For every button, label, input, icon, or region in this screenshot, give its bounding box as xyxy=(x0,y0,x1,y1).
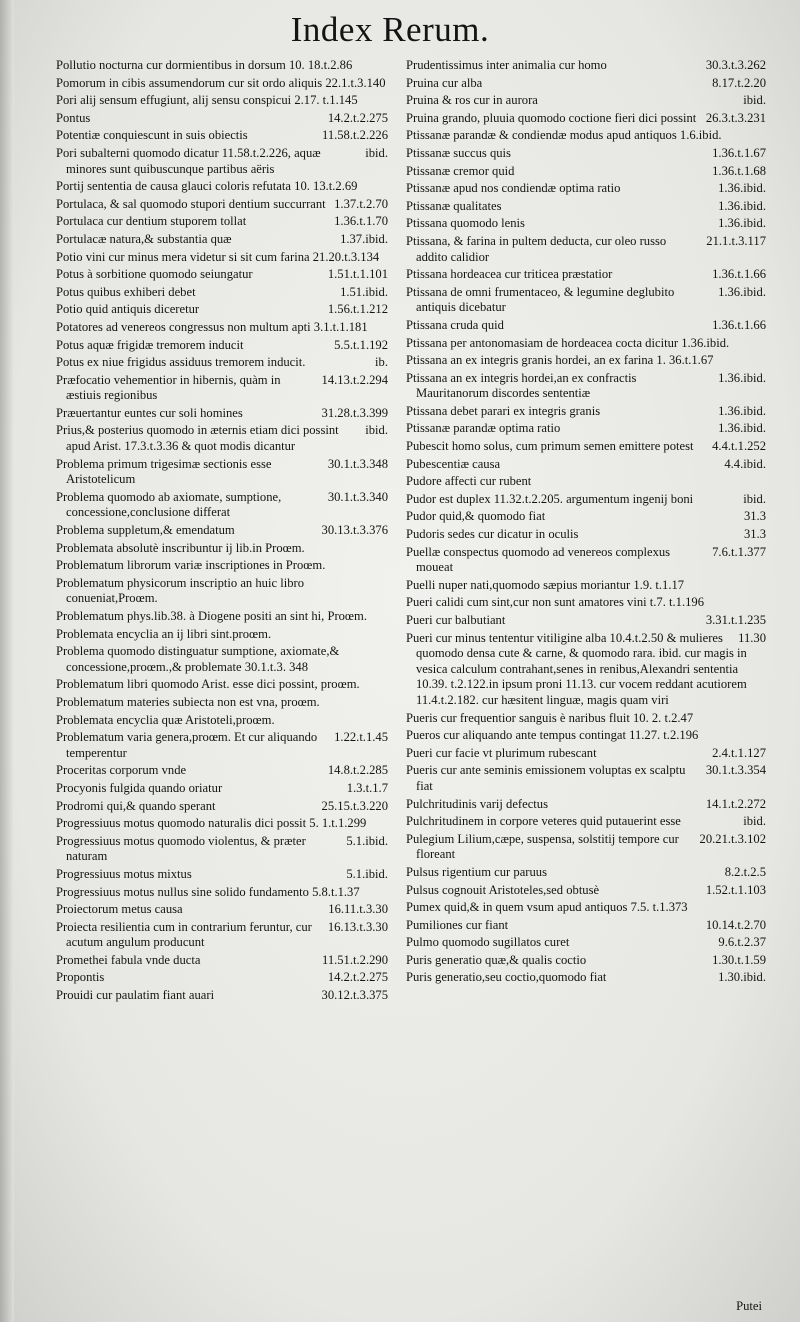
entry-text: Prouidi cur paulatim fiant auari xyxy=(56,988,215,1003)
entry-text: Problema primum trigesimæ sectionis esse Aristotelicum xyxy=(56,456,272,487)
entry-reference: 4.4.t.1.252 xyxy=(712,439,766,454)
index-entry xyxy=(56,558,388,574)
index-entry xyxy=(56,214,388,230)
index-entry xyxy=(406,763,766,794)
index-entry xyxy=(56,902,388,918)
index-entry xyxy=(56,111,388,127)
entry-text: Problemata encyclia quæ Aristoteli,proœm. xyxy=(56,712,275,727)
entry-reference: 2.4.t.1.127 xyxy=(712,745,766,760)
entry-reference: 8.17.t.2.20 xyxy=(712,75,766,90)
entry-text: Pruina grando, pluuia quomodo coctione fieri dici possint xyxy=(406,110,697,125)
index-entry xyxy=(406,746,766,762)
entry-text: Problema quomodo distinguatur sumptione, axiomate,& concessione,proœm.,& problemate 30.1.t.3. 348 xyxy=(56,644,340,674)
entry-text: Pueri calidi cum sint,cur non sunt amatores vini t.7. t.1.196 xyxy=(406,595,705,610)
index-entry xyxy=(406,474,766,490)
entry-reference: 11.30 xyxy=(738,630,766,645)
entry-reference: ibid. xyxy=(743,491,766,506)
index-entry xyxy=(406,58,766,74)
entry-text: Ptissanæ cremor quid xyxy=(406,163,515,178)
entry-text: Pumiliones cur fiant xyxy=(406,917,509,932)
entry-text: Ptissana an ex integris granis hordei, an ex farina 1. 36.t.1.67 xyxy=(406,353,714,368)
entry-reference: ibid. xyxy=(743,93,766,108)
page-title: Index Rerum. xyxy=(290,10,490,49)
entry-reference: 30.1.t.3.348 xyxy=(327,456,388,471)
index-entry xyxy=(56,93,388,109)
entry-text: Pudoris sedes cur dicatur in oculis xyxy=(406,527,579,542)
entry-reference: 1.36.t.1.66 xyxy=(712,317,766,332)
entry-text: Problema suppletum,& emendatum xyxy=(56,523,235,538)
entry-reference: 1.22.t.1.45 xyxy=(334,730,388,745)
index-entry xyxy=(56,179,388,195)
entry-reference: 30.12.t.3.375 xyxy=(321,988,388,1003)
entry-reference: 1.36.t.1.70 xyxy=(334,214,388,229)
entry-text: Ptissanæ apud nos condiendæ optima ratio xyxy=(406,181,621,196)
index-entry xyxy=(406,631,766,709)
index-entry xyxy=(56,970,388,986)
entry-reference: 31.3 xyxy=(743,527,766,542)
entry-text: Pulmo quomodo sugillatos curet xyxy=(406,935,570,950)
entry-text: Problematum varia genera,proœm. Et cur aliquando temperentur xyxy=(56,730,318,760)
entry-text: Prodromi qui,& quando sperant xyxy=(56,798,216,813)
index-entry xyxy=(406,797,766,813)
entry-reference: 1.36.ibid. xyxy=(718,403,766,418)
index-entry xyxy=(406,492,766,508)
entry-text: Ptissana debet parari ex integris granis xyxy=(406,403,601,418)
entry-reference: 30.1.t.3.354 xyxy=(705,763,766,778)
entry-text: Prudentissimus inter animalia cur homo xyxy=(406,58,607,72)
entry-reference: 14.2.t.2.275 xyxy=(327,970,388,985)
entry-text: Ptissana per antonomasiam de hordeacea cocta dicitur 1.36.ibid. xyxy=(406,335,730,350)
entry-reference: 7.6.t.1.377 xyxy=(712,544,766,559)
entry-text: Pori alij sensum effugiunt, alij sensu conspicui 2.17. t.1.145 xyxy=(56,93,358,108)
entry-text: Pueris cur ante seminis emissionem voluptas ex scalptu fiat xyxy=(406,763,686,793)
index-entry xyxy=(406,353,766,369)
entry-reference: 21.1.t.3.117 xyxy=(706,233,766,248)
entry-text: Pulchritudinem in corpore veteres quid putauerint esse xyxy=(406,814,681,829)
entry-text: Ptissana quomodo lenis xyxy=(406,216,525,231)
entry-reference: 1.30.ibid. xyxy=(718,970,766,985)
entry-text: Potus aquæ frigidæ tremorem inducit xyxy=(56,337,244,352)
entry-reference: 1.36.ibid. xyxy=(718,421,766,436)
entry-text: Puelli nuper nati,quomodo sæpius moriantur 1.9. t.1.17 xyxy=(406,577,685,592)
entry-reference: 14.13.t.2.294 xyxy=(321,372,388,387)
index-entry xyxy=(56,76,388,92)
entry-reference: 16.11.t.3.30 xyxy=(328,902,388,917)
entry-reference: 16.13.t.3.30 xyxy=(327,919,388,934)
entry-text: Problematum libri quomodo Arist. esse dici possint, proœm. xyxy=(56,677,360,692)
entry-reference: 20.21.t.3.102 xyxy=(699,831,766,846)
index-entry xyxy=(56,302,388,318)
entry-reference: 9.6.t.2.37 xyxy=(718,935,766,950)
index-entry xyxy=(56,576,388,607)
index-entry xyxy=(406,371,766,402)
index-entry xyxy=(56,338,388,354)
entry-text: Pruina & ros cur in aurora xyxy=(406,93,538,108)
entry-reference: ib. xyxy=(375,355,388,370)
index-entry xyxy=(406,900,766,916)
entry-text: Proiectorum metus causa xyxy=(56,902,183,917)
entry-text: Ptissana an ex integris hordei,an ex confractis Mauritanorum discordes sententiæ xyxy=(406,370,637,401)
index-entry xyxy=(406,234,766,265)
entry-reference: ibid. xyxy=(743,814,766,829)
index-entry xyxy=(56,146,388,177)
entry-reference: 1.51.ibid. xyxy=(340,284,388,299)
index-entry xyxy=(56,320,388,336)
entry-reference: 1.51.t.1.101 xyxy=(327,267,388,282)
index-entry xyxy=(56,834,388,865)
entry-reference: 5.1.ibid. xyxy=(346,866,388,881)
catchword: Putei xyxy=(736,1299,762,1313)
entry-text: Pueros cur aliquando ante tempus contingat 11.27. t.2.196 xyxy=(406,728,699,743)
index-entry xyxy=(406,318,766,334)
entry-reference: 1.36.t.1.66 xyxy=(712,267,766,282)
entry-reference: ibid. xyxy=(365,145,388,160)
index-entry xyxy=(56,695,388,711)
entry-reference: 1.37.ibid. xyxy=(340,231,388,246)
index-entry xyxy=(406,128,766,144)
index-entry xyxy=(406,111,766,127)
entry-reference: 10.14.t.2.70 xyxy=(705,917,766,932)
entry-text: Pori subalterni quomodo dicatur 11.58.t.2.226, aquæ minores sunt quibuscunque partibus aëris xyxy=(56,145,321,176)
entry-text: Problematum librorum variæ inscriptiones in Proœm. xyxy=(56,558,326,573)
entry-text: Pulchritudinis varij defectus xyxy=(406,796,548,811)
index-entry xyxy=(56,867,388,883)
index-entry xyxy=(56,763,388,779)
entry-text: Pomorum in cibis assumendorum cur sit ordo aliquis 22.1.t.3.140 xyxy=(56,75,386,90)
index-entry xyxy=(56,523,388,539)
page-edge-shadow xyxy=(0,0,14,1322)
index-entry xyxy=(406,285,766,316)
entry-reference: 11.51.t.2.290 xyxy=(321,952,388,967)
entry-reference: 1.52.t.1.103 xyxy=(705,882,766,897)
index-entry xyxy=(406,164,766,180)
entry-reference: 1.36.ibid. xyxy=(718,181,766,196)
entry-reference: 8.2.t.2.5 xyxy=(724,864,766,879)
entry-reference: 1.36.t.1.67 xyxy=(712,145,766,160)
entry-text: Potentiæ conquiescunt in suis obiectis xyxy=(56,128,248,143)
index-entry xyxy=(56,457,388,488)
entry-text: Pulsus rigentium cur paruus xyxy=(406,864,547,879)
entry-text: Proiecta resilientia cum in contrarium feruntur, cur acutum angulum producunt xyxy=(56,919,312,950)
entry-text: Pollutio nocturna cur dormientibus in dorsum 10. 18.t.2.86 xyxy=(56,58,353,72)
entry-text: Pubescentiæ causa xyxy=(406,456,501,471)
index-entry xyxy=(56,58,388,74)
entry-text: Potio quid antiquis diceretur xyxy=(56,302,200,317)
index-entry xyxy=(56,355,388,371)
entry-text: Pulsus cognouit Aristoteles,sed obtusè xyxy=(406,882,600,897)
entry-reference: 30.3.t.3.262 xyxy=(705,58,766,72)
entry-text: Pudor quid,& quomodo fiat xyxy=(406,509,546,524)
entry-text: Promethei fabula vnde ducta xyxy=(56,952,201,967)
entry-text: Puris generatio,seu coctio,quomodo fiat xyxy=(406,970,607,985)
entry-text: Procyonis fulgida quando oriatur xyxy=(56,780,223,795)
entry-text: Ptissanæ parandæ & condiendæ modus apud antiquos 1.6.ibid. xyxy=(406,128,722,143)
entry-text: Præuertantur euntes cur soli homines xyxy=(56,405,243,420)
entry-text: Portulacæ natura,& substantia quæ xyxy=(56,231,232,246)
entry-text: Pueris cur frequentior sanguis è naribus fluit 10. 2. t.2.47 xyxy=(406,710,694,725)
entry-reference: 26.3.t.3.231 xyxy=(705,110,766,125)
entry-reference: 1.36.ibid. xyxy=(718,284,766,299)
index-entry xyxy=(56,232,388,248)
entry-text: Problematum materies subiecta non est vna, proœm. xyxy=(56,694,320,709)
index-entry xyxy=(406,199,766,215)
index-entry xyxy=(406,814,766,830)
entry-text: Pubescit homo solus, cum primum semen emittere potest xyxy=(406,439,694,454)
entry-reference: 1.30.t.1.59 xyxy=(712,952,766,967)
index-entry xyxy=(406,404,766,420)
index-entry xyxy=(56,920,388,951)
entry-reference: 14.1.t.2.272 xyxy=(705,796,766,811)
index-entry xyxy=(406,970,766,986)
index-entry xyxy=(406,509,766,525)
index-entry xyxy=(406,728,766,744)
entry-text: Progressiuus motus mixtus xyxy=(56,866,192,881)
index-entry xyxy=(406,595,766,611)
index-entry xyxy=(56,988,388,1004)
index-entry xyxy=(406,865,766,881)
entry-text: Potus ex niue frigidus assiduus tremorem inducit. xyxy=(56,355,306,370)
entry-text: Progressiuus motus quomodo violentus, & præter naturam xyxy=(56,833,306,864)
entry-reference: 30.13.t.3.376 xyxy=(321,523,388,538)
index-entry xyxy=(406,953,766,969)
left-column xyxy=(56,58,388,1004)
entry-text: Potus à sorbitione quomodo seiungatur xyxy=(56,267,253,282)
index-entry xyxy=(56,781,388,797)
index-entry xyxy=(406,613,766,629)
index-entry xyxy=(406,439,766,455)
entry-reference: 25.15.t.3.220 xyxy=(321,798,388,813)
entry-text: Portulaca, & sal quomodo stupori dentium succurrant xyxy=(56,196,326,211)
entry-text: Ptissanæ parandæ optima ratio xyxy=(406,421,561,436)
entry-reference: 5.1.ibid. xyxy=(346,833,388,848)
index-entry xyxy=(56,423,388,454)
entry-text: Problematum phys.lib.38. à Diogene positi an sint hi, Proœm. xyxy=(56,609,367,623)
entry-text: Problemata absolutè inscribuntur ij lib.in Proœm. xyxy=(56,540,305,555)
entry-text: Problema quomodo ab axiomate, sumptione, concessione,conclusione differat xyxy=(56,489,282,520)
entry-text: Progressiuus motus quomodo naturalis dici possit 5. 1.t.1.299 xyxy=(56,816,367,831)
index-entry xyxy=(56,953,388,969)
entry-reference: 1.37.t.2.70 xyxy=(334,196,388,211)
entry-reference: 14.8.t.2.285 xyxy=(327,763,388,778)
entry-reference: 5.5.t.1.192 xyxy=(334,337,388,352)
index-entry xyxy=(406,545,766,576)
entry-reference: 1.36.ibid. xyxy=(718,198,766,213)
entry-text: Potio vini cur minus mera videtur si sit cum farina 21.20.t.3.134 xyxy=(56,249,380,264)
entry-reference: 1.36.ibid. xyxy=(718,216,766,231)
index-entry xyxy=(56,609,388,625)
entry-text: Portulaca cur dentium stuporem tollat xyxy=(56,214,247,229)
index-entry xyxy=(406,457,766,473)
entry-text: Pueri cur balbutiant xyxy=(406,613,506,627)
index-entry xyxy=(406,711,766,727)
index-entry xyxy=(406,146,766,162)
entry-reference: 1.36.t.1.68 xyxy=(712,163,766,178)
entry-text: Propontis xyxy=(56,970,105,985)
entry-text: Problemata encyclia an ij libri sint.proœm. xyxy=(56,626,272,641)
index-entry xyxy=(56,128,388,144)
index-entry xyxy=(406,918,766,934)
index-entry xyxy=(56,627,388,643)
entry-text: Ptissanæ qualitates xyxy=(406,198,502,213)
entry-reference: 4.4.ibid. xyxy=(724,456,766,471)
index-entry xyxy=(56,267,388,283)
index-entry xyxy=(406,267,766,283)
index-entry xyxy=(56,885,388,901)
index-entry xyxy=(56,816,388,832)
right-column xyxy=(406,58,766,986)
entry-text: Ptissana cruda quid xyxy=(406,317,504,332)
index-entry xyxy=(56,406,388,422)
entry-text: Pumex quid,& in quem vsum apud antiquos 7.5. t.1.373 xyxy=(406,900,688,915)
index-entry xyxy=(56,373,388,404)
index-entry xyxy=(406,578,766,594)
index-entry xyxy=(406,883,766,899)
index-entry xyxy=(406,527,766,543)
entry-text: Ptissana, & farina in pultem deducta, cur oleo russo addito calidior xyxy=(406,233,667,264)
entry-text: Ptissana hordeacea cur triticea præstatior xyxy=(406,267,613,282)
index-entry xyxy=(56,490,388,521)
index-entry xyxy=(406,421,766,437)
entry-reference: 11.58.t.2.226 xyxy=(321,128,388,143)
entry-text: Prius,& posterius quomodo in æternis etiam dici possint apud Arist. 17.3.t.3.36 & quot modis dicantur xyxy=(56,423,339,454)
index-entry xyxy=(56,713,388,729)
entry-text: Problematum physicorum inscriptio an huic libro conueniat,Proœm. xyxy=(56,575,304,606)
index-entry xyxy=(406,336,766,352)
entry-reference: 14.2.t.2.275 xyxy=(327,110,388,125)
entry-text: Progressiuus motus nullus sine solido fundamento 5.8.t.1.37 xyxy=(56,884,360,899)
entry-text: Puris generatio quæ,& qualis coctio xyxy=(406,952,587,967)
entry-text: Pulegium Lilium,cæpe, suspensa, solstitij tempore cur floreant xyxy=(406,831,679,862)
entry-text: Ptissana de omni frumentaceo, & legumine deglubito antiquis dicebatur xyxy=(406,284,675,315)
index-entry xyxy=(56,730,388,761)
index-entry xyxy=(406,832,766,863)
entry-reference: 3.31.t.1.235 xyxy=(705,613,766,627)
entry-text: Proceritas corporum vnde xyxy=(56,763,187,778)
index-entry xyxy=(56,197,388,213)
entry-text: Ptissanæ succus quis xyxy=(406,145,511,160)
entry-reference: 30.1.t.3.340 xyxy=(327,489,388,504)
index-entry xyxy=(56,250,388,266)
entry-text: Pueri cur minus tententur vitiligine alba 10.4.t.2.50 & mulieres quomodo densa cute & carne, & quomodo rara. ibid. cur magis in vesica calculum contrahant,senes in renibus,Alexandri sententia 10.39. t.2.122.in ipsum proni 11.13. cur vocem reddant acutiorem 11.4.t.2.182. cur hæsitent linguæ, magis quam viri xyxy=(406,630,747,707)
index-entry xyxy=(406,935,766,951)
entry-text: Præfocatio vehementior in hibernis, quàm in æstiuis regionibus xyxy=(56,372,281,403)
entry-text: Pudor est duplex 11.32.t.2.205. argumentum ingenij boni xyxy=(406,491,694,506)
index-entry xyxy=(56,541,388,557)
index-entry xyxy=(56,799,388,815)
entry-text: Pontus xyxy=(56,110,91,125)
index-entry xyxy=(406,181,766,197)
entry-reference: 1.56.t.1.212 xyxy=(327,302,388,317)
entry-text: Pudore affecti cur rubent xyxy=(406,474,532,489)
entry-reference: 31.3 xyxy=(743,509,766,524)
index-entry xyxy=(406,93,766,109)
entry-text: Portij sententia de causa glauci coloris refutata 10. 13.t.2.69 xyxy=(56,179,358,194)
entry-text: Pueri cur facie vt plurimum rubescant xyxy=(406,745,597,760)
index-entry xyxy=(56,285,388,301)
entry-reference: 1.3.t.1.7 xyxy=(346,780,388,795)
entry-reference: ibid. xyxy=(365,423,388,438)
index-entry xyxy=(406,216,766,232)
entry-text: Pruina cur alba xyxy=(406,75,483,90)
entry-reference: 1.36.ibid. xyxy=(718,370,766,385)
entry-reference: 31.28.t.3.399 xyxy=(321,405,388,420)
entry-text: Potatores ad venereos congressus non multum apti 3.1.t.1.181 xyxy=(56,319,368,334)
entry-text: Potus quibus exhiberi debet xyxy=(56,284,196,299)
entry-text: Puellæ conspectus quomodo ad venereos complexus moueat xyxy=(406,544,671,575)
index-entry xyxy=(406,76,766,92)
index-entry xyxy=(56,644,388,675)
index-entry xyxy=(56,677,388,693)
